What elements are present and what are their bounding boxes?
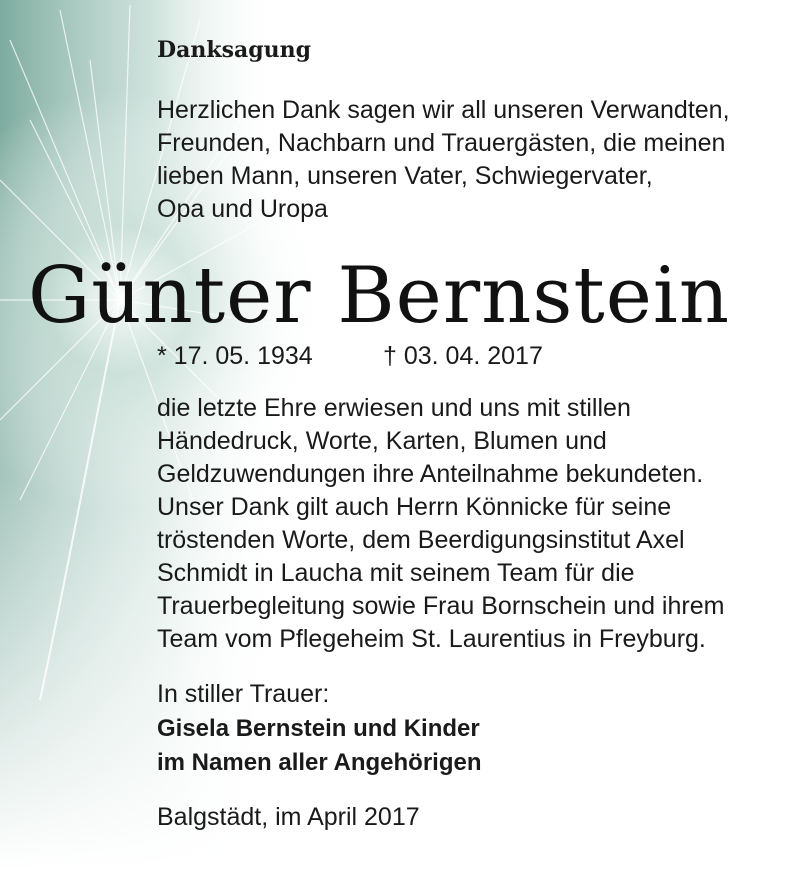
deceased-name: Günter Bernstein: [28, 251, 731, 341]
intro-paragraph: Herzlichen Dank sagen wir all unseren Verwandten, Freunden, Nachbarn und Trauergästen, die meinen lieben Mann, unseren Vater, Schwiegervater, Opa und Uropa: [157, 96, 730, 223]
birth-date: * 17. 05. 1934: [157, 342, 313, 370]
notice-heading: Danksagung: [157, 37, 311, 63]
place-date: Balgstädt, im April 2017: [157, 803, 420, 831]
mourning-label: In stiller Trauer:: [157, 680, 330, 708]
thanks-paragraph: die letzte Ehre erwiesen und uns mit stillen Händedruck, Worte, Karten, Blumen und Geldzuwendungen ihre Anteilnahme bekundeten. Unser Dank gilt auch Herrn Könnicke für seine tröstenden Worte, dem Beerdigungsinstitut Axel Schmidt in Laucha mit seinem Team für die Trauerbegleitung sowie Frau Bornschein und ihrem Team vom Pflegeheim St. Laurentius in Freyburg.: [157, 394, 725, 653]
signature: Gisela Bernstein und Kinder im Namen aller Angehörigen: [157, 715, 482, 776]
death-date: † 03. 04. 2017: [383, 342, 543, 370]
